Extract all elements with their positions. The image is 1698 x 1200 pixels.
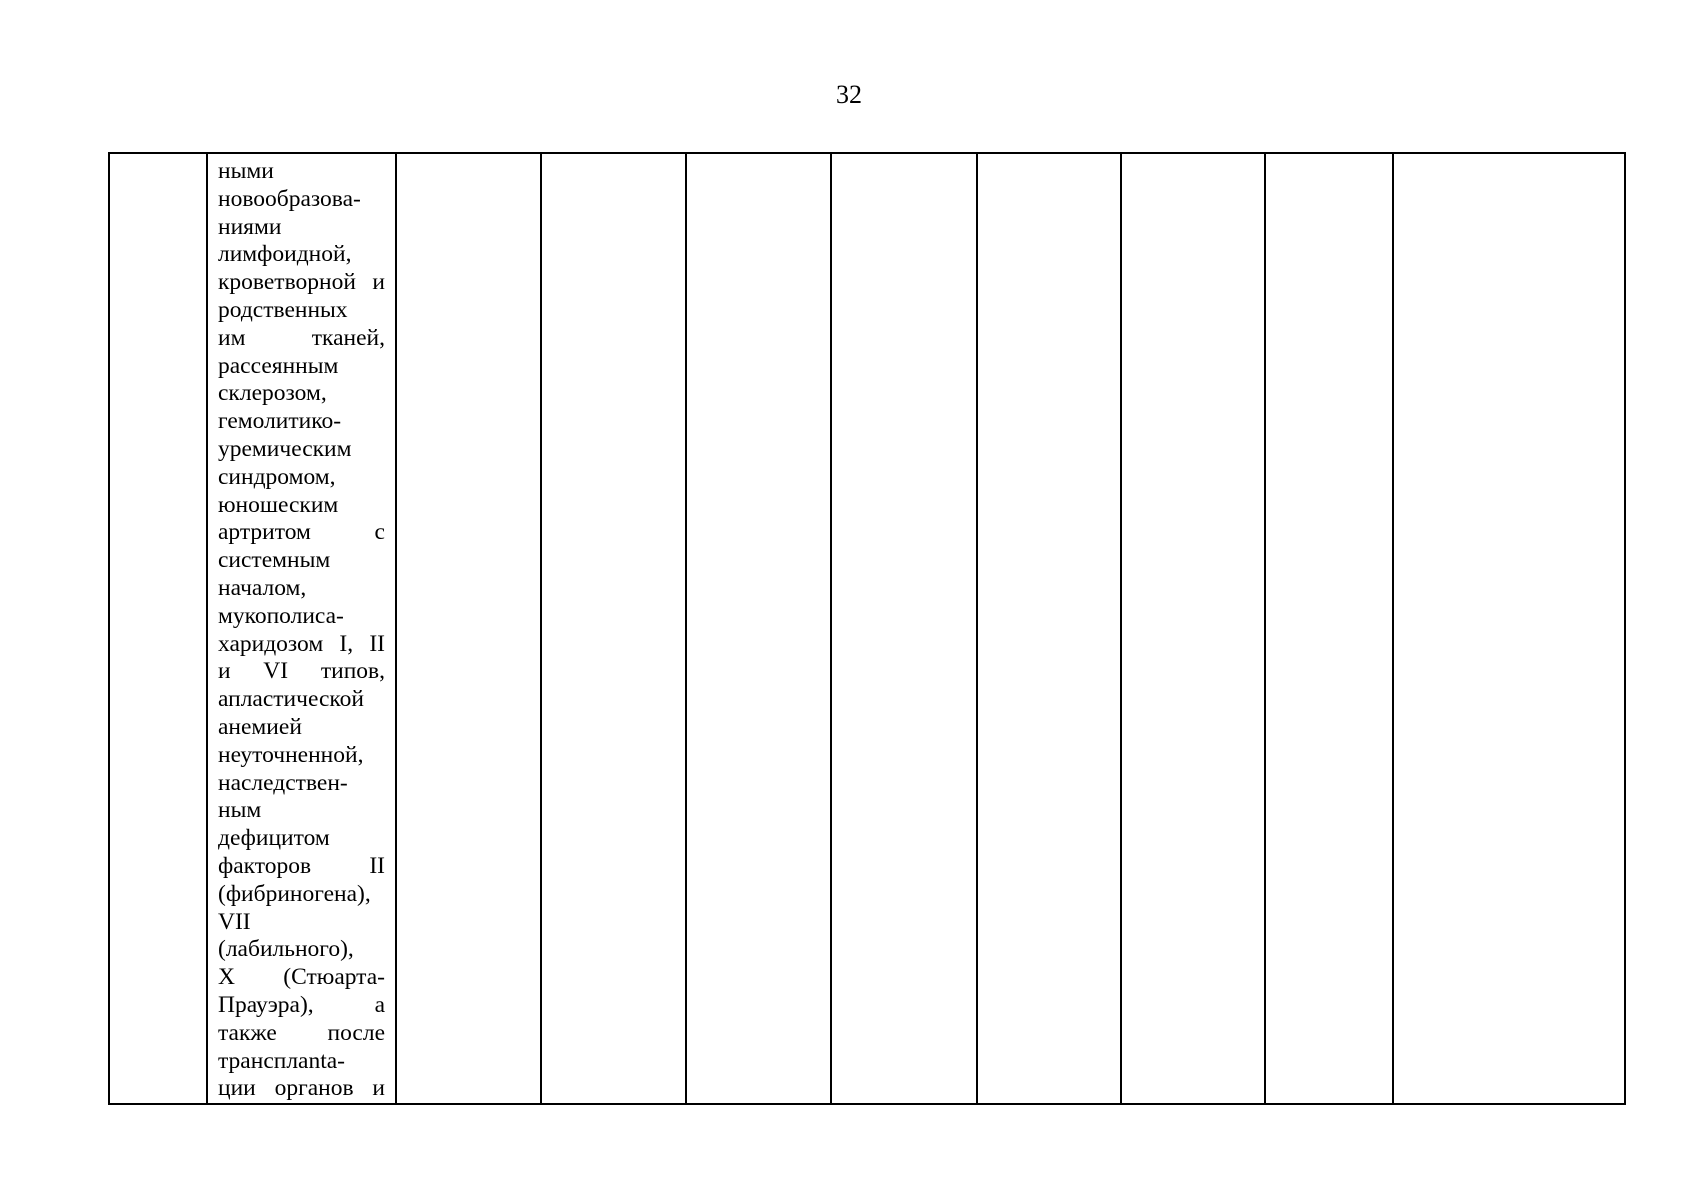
description-line: новообразова- [218,185,361,212]
description-line: трансплanta- [218,1047,346,1074]
table-row [109,153,1625,1104]
description-line: анемией [218,713,302,740]
description-line: ции органов и [218,1075,385,1102]
description-line: харидозом I, II [218,630,385,657]
table-cell-description [207,153,396,1104]
description-line: ным [218,797,262,824]
description-line: апластической [218,686,364,713]
document-table [108,152,1626,1105]
description-line: гемолитико- [218,408,342,435]
description-text [218,158,385,1103]
description-line: (фибриногена), [218,880,371,907]
page-number: 32 [836,80,862,109]
description-line: началом, [218,574,307,601]
description-line: лимфоидной, [218,241,352,268]
table-cell-number [109,153,207,1104]
table-cell-empty [396,153,541,1104]
description-line: также после [218,1019,385,1046]
description-line: наследствен- [218,769,348,796]
table-cell-empty [1265,153,1393,1104]
description-line: синдромом, [218,463,336,490]
description-line: уремическим [218,435,352,462]
table-cell-empty [977,153,1121,1104]
table-cell-empty [1393,153,1625,1104]
description-line: родственных [218,296,348,323]
description-line: юношеским [218,491,339,518]
description-line: и VI типов, [218,658,385,685]
description-line: (лабильного), [218,936,354,963]
description-line: мукополиса- [218,602,344,629]
description-line: дефицитом [218,825,330,852]
description-line: неуточненной, [218,741,364,768]
description-line: X (Стюарта- [218,964,385,991]
table-cell-empty [686,153,831,1104]
table-cell-empty [541,153,686,1104]
description-line: артритом с [218,519,385,546]
description-line: склерозом, [218,380,327,407]
description-line: ными [218,158,274,184]
description-line: им тканей, [218,324,385,351]
description-line: системным [218,547,331,574]
description-line: VII [218,908,251,935]
description-line: факторов II [218,852,385,879]
table-cell-empty [1121,153,1265,1104]
description-line: кроветворной и [218,269,385,296]
table-cell-empty [831,153,977,1104]
description-line: ниями [218,213,282,240]
description-line: рассеянным [218,352,339,379]
description-line: Прауэра), а [218,991,385,1018]
